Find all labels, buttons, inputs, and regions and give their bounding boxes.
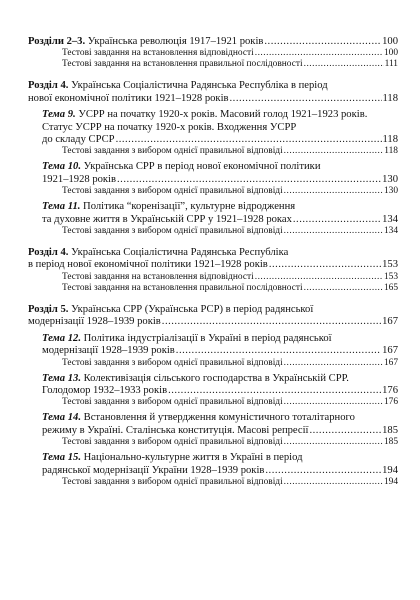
page-number: 185 [383,437,398,448]
topic-title: Колективізація сільського господарства в Українській СРР. [83,372,349,384]
toc-topic-10 [28,161,398,197]
topic-entry[interactable] [42,385,398,397]
section-label: Розділ 4. [28,80,69,92]
page-number: 100 [383,48,398,59]
topic-title: УСРР на початку 1920-х років. Масовий голод 1921–1923 років. [78,109,368,121]
toc-section-2-3 [28,36,398,70]
section-title: Українська Соціалістична Радянська Республіка в період [71,80,328,92]
toc-topic-11 [28,201,398,237]
page-number: 167 [382,345,398,357]
toc-entry[interactable] [28,93,398,105]
toc-entry-line[interactable] [28,304,398,316]
subentry-text: Тестові завдання з вибором однієї правильної відповіді [62,186,283,197]
section-title: в період нової економічної політики 1921–1928 років [28,259,268,271]
subentry-text: Тестові завдання з вибором однієї правильної відповіді [62,357,283,368]
dot-leader [255,272,383,283]
toc-entry[interactable] [28,36,398,48]
page-number: 185 [382,424,398,436]
dot-leader [168,385,381,397]
dot-leader [265,465,381,477]
dot-leader [269,259,381,271]
toc-subentry[interactable] [42,146,398,157]
toc-subentry[interactable] [28,48,398,59]
page-number: 153 [383,271,398,282]
page-number: 167 [383,357,398,368]
page-number: 167 [382,316,398,328]
toc-subentry[interactable] [42,186,398,197]
subentry-text: Тестові завдання з вибором однієї правильної відповіді [62,476,283,487]
topic-entry[interactable] [42,214,398,226]
dot-leader [284,358,383,369]
page-number: 118 [382,92,398,104]
toc-section-5 [28,304,398,488]
dot-leader [255,48,383,59]
page-number: 134 [383,226,398,237]
topic-title: Встановлення й утвердження комуністичного тоталітарного [83,412,355,424]
page-number: 176 [382,384,398,396]
dot-leader [309,425,381,437]
topic-label: Тема 14. [42,412,81,424]
topic-line[interactable] [42,412,398,424]
topic-title: Політика “коренізації”, культурне відродження [83,201,296,213]
dot-leader [284,397,383,408]
page-number: 134 [382,213,398,225]
toc-subentry[interactable] [28,59,398,70]
topic-line[interactable] [42,452,398,464]
toc-entry[interactable] [28,316,398,328]
page-number: 153 [382,259,398,271]
toc-topic-15 [28,452,398,488]
toc-subentry[interactable] [42,437,398,448]
page-number: 194 [382,464,398,476]
dot-leader [162,316,381,328]
topic-label: Тема 10. [42,161,81,173]
toc-topic-9 [28,109,398,157]
toc-entry-line[interactable] [28,247,398,259]
topic-line[interactable] [42,109,398,121]
topic-line[interactable] [42,201,398,213]
topic-title: Національно-культурне життя в Україні в період [83,452,303,464]
toc-subentry[interactable] [28,283,398,294]
dot-leader [264,36,381,48]
toc-section-4-tests [28,247,398,294]
subentry-text: Тестові завдання на встановлення правильної послідовності [62,59,303,70]
toc-topic-14 [28,412,398,448]
toc-topic-13 [28,373,398,409]
section-title: Українська СРР (Українська РСР) в період радянської [71,303,314,315]
section-title: нової економічної політики 1921–1928 років [28,92,229,104]
topic-title: Політика індустріалізації в Україні в період радянської [83,332,332,344]
topic-line[interactable] [42,161,398,173]
toc-subentry[interactable] [42,358,398,369]
subentry-text: Тестові завдання з вибором однієї правильної відповіді [62,437,283,448]
topic-entry[interactable] [42,134,398,146]
topic-label: Тема 13. [42,372,81,384]
topic-entry[interactable] [42,465,398,477]
topic-label: Тема 11. [42,201,81,213]
toc-entry[interactable] [28,259,398,271]
dot-leader [176,345,381,357]
toc-entry-line[interactable] [28,80,398,92]
topic-title: режиму в Україні. Сталінська конституція. Масові репресії [42,424,309,436]
toc-section-4 [28,80,398,237]
section-title: Українська Соціалістична Радянська Республіка [71,247,289,259]
section-label: Розділ 5. [28,303,69,315]
page-number: 118 [382,134,398,146]
topic-title: радянської модернізації України 1928–1939 років [42,464,265,476]
topic-title: модернізації 1928–1939 років [42,345,175,357]
toc-subentry[interactable] [42,397,398,408]
topic-label: Тема 15. [42,452,81,464]
page-number: 130 [382,173,398,185]
topic-title: Українська СРР в період нової економічної політики [83,161,321,173]
page-number: 118 [384,146,398,157]
toc-subentry[interactable] [42,477,398,488]
dot-leader [304,59,384,70]
subentry-text: Тестові завдання на встановлення правильної послідовності [62,282,303,293]
dot-leader [116,134,382,146]
topic-entry[interactable] [42,425,398,437]
subentry-text: Тестові завдання з вибором однієї правильної відповіді [62,226,283,237]
topic-label: Тема 12. [42,332,81,344]
subentry-text: Тестові завдання на встановлення відповідності [62,271,254,282]
dot-leader [284,186,383,197]
topic-title: до складу СРСР [42,134,115,146]
topic-entry[interactable] [42,174,398,186]
dot-leader [284,226,383,237]
dot-leader [304,283,383,294]
page-number: 130 [383,186,398,197]
section-title: Українська революція 1917–1921 років [87,36,264,47]
topic-title: Голодомор 1932–1933 років [42,384,168,396]
subentry-text: Тестові завдання з вибором однієї правильної відповіді [62,397,283,408]
page-number: 111 [384,59,398,70]
topic-title: та духовне життя в Українській СРР у 1921–1928 роках [42,213,292,225]
dot-leader [293,214,381,226]
topic-title: 1921–1928 років [42,173,117,185]
topic-line[interactable] [42,373,398,385]
topic-line: Статус УСРР на початку 1920-х років. Входження УСРР [42,121,297,133]
page-number: 176 [383,397,398,408]
page-number: 165 [383,282,398,293]
section-label: Розділи 2–3. [28,36,86,47]
dot-leader [117,174,381,186]
page-number: 194 [383,476,398,487]
toc-subentry[interactable] [42,226,398,237]
table-of-contents [28,36,398,488]
dot-leader [284,477,383,488]
section-label: Розділ 4. [28,247,69,259]
page-number: 100 [382,36,398,47]
topic-line[interactable] [42,333,398,345]
toc-subentry[interactable] [28,272,398,283]
topic-entry[interactable] [42,345,398,357]
subentry-text: Тестові завдання з вибором однієї правильної відповіді [62,146,283,157]
subentry-text: Тестові завдання на встановлення відповідності [62,48,254,59]
dot-leader [230,93,382,105]
toc-topic-12 [28,333,398,369]
dot-leader [284,437,383,448]
dot-leader [284,146,384,157]
topic-label: Тема 9. [42,109,76,121]
section-title: модернізації 1928–1939 років [28,316,161,328]
